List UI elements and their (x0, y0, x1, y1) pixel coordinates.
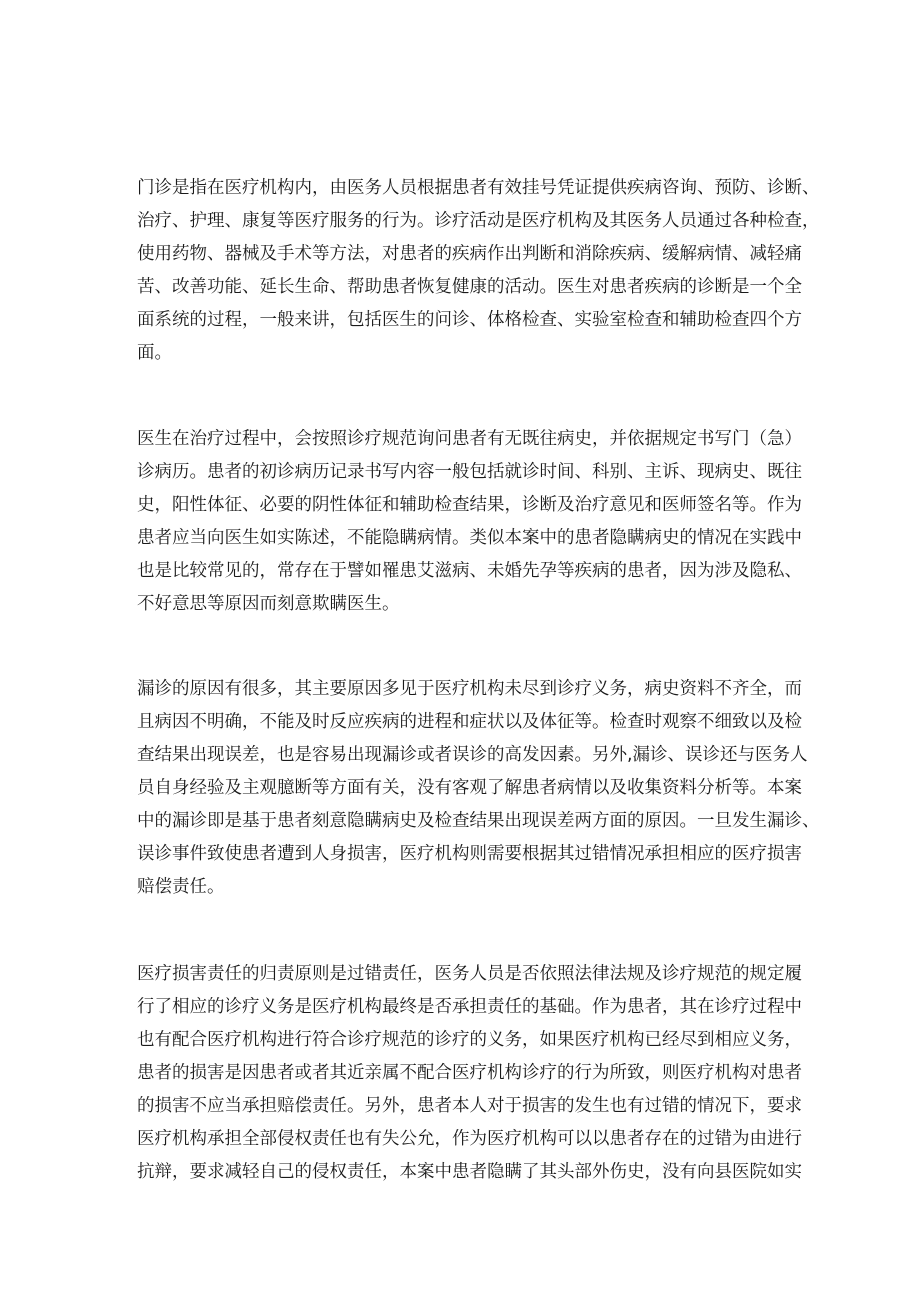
text-line: 漏诊的原因有很多，其主要原因多见于医疗机构未尽到诊疗义务，病史资料不齐全，而 (137, 679, 802, 699)
text-line: 不好意思等原因而刻意欺瞒医生。 (137, 594, 400, 614)
text-line: 门诊是指在医疗机构内，由医务人员根据患者有效挂号凭证提供疾病咨询、预防、诊断、 (137, 178, 820, 198)
text-line: 中的漏诊即是基于患者刻意隐瞒病史及检查结果出现误差两方面的原因。一旦发生漏诊、 (137, 811, 820, 831)
text-line: 医疗机构承担全部侵权责任也有失公允，作为医疗机构可以以患者存在的过错为由进行 (137, 1129, 802, 1149)
text-line: 且病因不明确，不能及时反应疾病的进程和症状以及体征等。检查时观察不细致以及检 (137, 712, 802, 732)
text-line: 患者的损害是因患者或者其近亲属不配合医疗机构诊疗的行为所致，则医疗机构对患者 (137, 1063, 802, 1083)
text-line: 员自身经验及主观臆断等方面有关，没有客观了解患者病情以及收集资料分析等。本案 (137, 778, 802, 798)
text-line: 抗辩，要求减轻自己的侵权责任，本案中患者隐瞒了其头部外伤史，没有向县医院如实 (137, 1162, 802, 1182)
text-line: 诊病历。患者的初诊病历记录书写内容一般包括就诊时间、科别、主诉、现病史、既往 (137, 462, 802, 482)
text-line: 的损害不应当承担赔偿责任。另外，患者本人对于损害的发生也有过错的情况下，要求 (137, 1096, 802, 1116)
text-line: 面。 (137, 343, 172, 363)
text-line: 也有配合医疗机构进行符合诊疗规范的诊疗的义务，如果医疗机构已经尽到相应义务， (137, 1030, 802, 1050)
text-line: 史，阳性体征、必要的阴性体征和辅助检查结果，诊断及治疗意见和医师签名等。作为 (137, 495, 802, 515)
paragraph-medical-history (137, 423, 802, 621)
paragraph-liability-principle (137, 958, 802, 1189)
text-line: 赔偿责任。 (137, 877, 225, 897)
text-line: 患者应当向医生如实陈述，不能隐瞒病情。类似本案中的患者隐瞒病史的情况在实践中 (137, 528, 802, 548)
paragraph-missed-diagnosis (137, 673, 820, 904)
text-line: 使用药物、器械及手术等方法，对患者的疾病作出判断和消除疾病、缓解病情、减轻痛 (137, 244, 802, 264)
paragraph-outpatient-definition (137, 172, 820, 370)
text-line: 行了相应的诊疗义务是医疗机构最终是否承担责任的基础。作为患者，其在诊疗过程中 (137, 997, 802, 1017)
text-line: 治疗、护理、康复等医疗服务的行为。诊疗活动是医疗机构及其医务人员通过各种检查， (137, 211, 820, 231)
text-line: 面系统的过程，一般来讲，包括医生的问诊、体格检查、实验室检查和辅助检查四个方 (137, 310, 802, 330)
text-line: 误诊事件致使患者遭到人身损害，医疗机构则需要根据其过错情况承担相应的医疗损害 (137, 844, 802, 864)
text-line: 也是比较常见的，常存在于譬如罹患艾滋病、未婚先孕等疾病的患者，因为涉及隐私、 (137, 561, 802, 581)
text-line: 苦、改善功能、延长生命、帮助患者恢复健康的活动。医生对患者疾病的诊断是一个全 (137, 277, 802, 297)
text-line: 医生在治疗过程中，会按照诊疗规范询问患者有无既往病史，并依据规定书写门（急） (137, 429, 802, 449)
text-line: 医疗损害责任的归责原则是过错责任，医务人员是否依照法律法规及诊疗规范的规定履 (137, 964, 802, 984)
text-line: 查结果出现误差，也是容易出现漏诊或者误诊的高发因素。另外,漏诊、误诊还与医务人 (137, 745, 808, 765)
